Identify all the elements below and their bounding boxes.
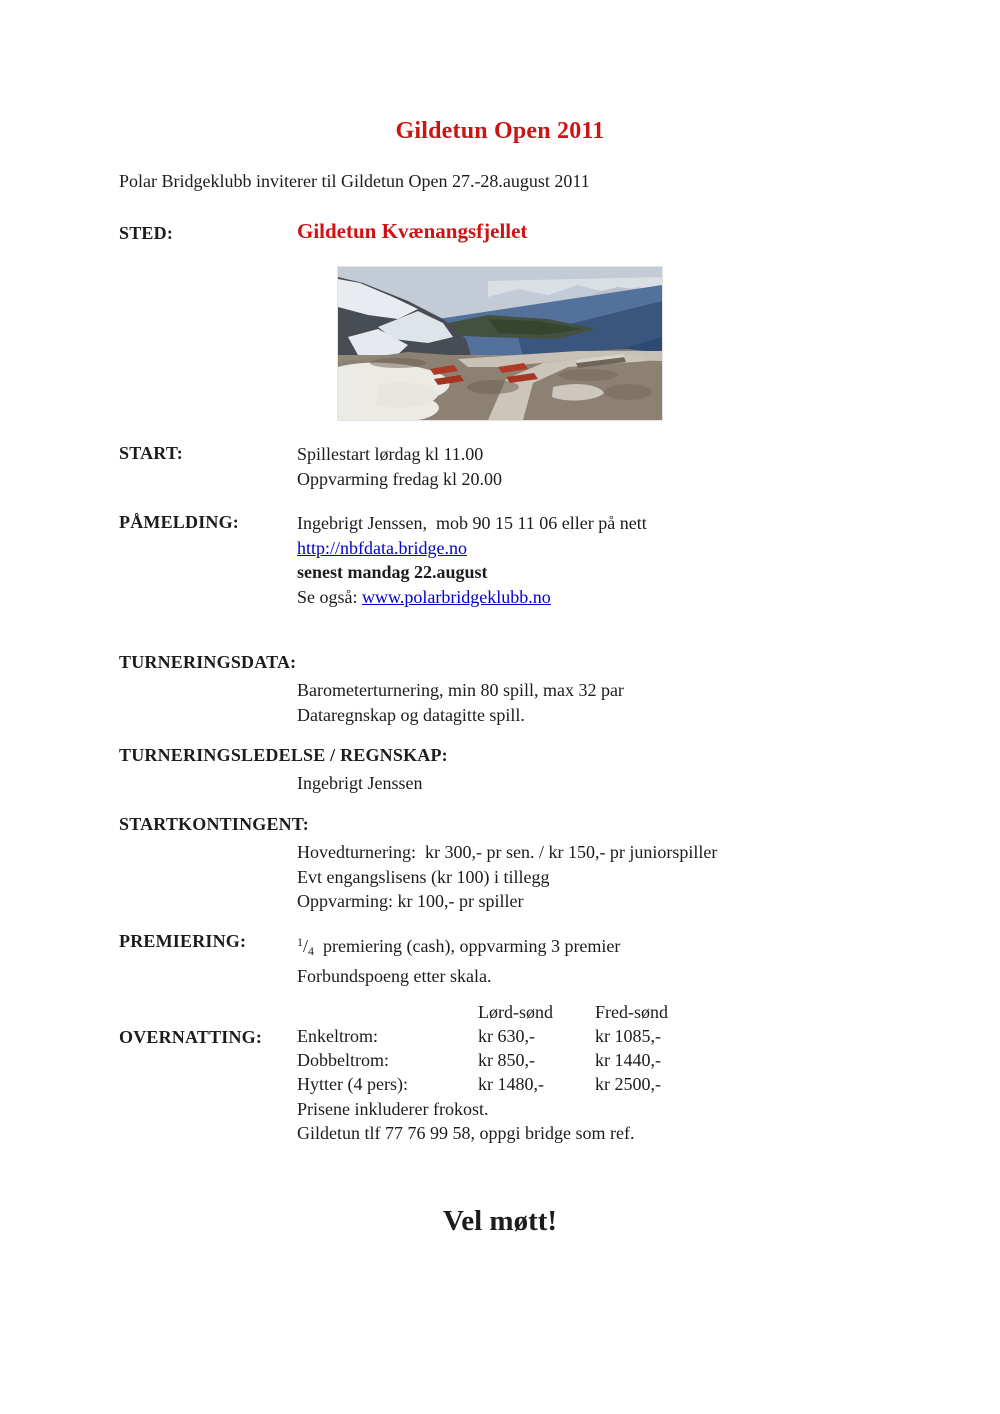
pamelding-contact: Ingebrigt Jenssen, mob 90 15 11 06 eller på nett xyxy=(297,513,647,533)
overnatting-note-breakfast: Prisene inkluderer frokost. xyxy=(297,1099,489,1119)
see-also-line xyxy=(297,585,647,610)
fraction-numerator: 1 xyxy=(297,935,303,949)
startkontingent-line-3: Oppvarming: kr 100,- pr spiller xyxy=(297,891,524,911)
start-line-2: Oppvarming fredag kl 20.00 xyxy=(297,468,502,489)
intro-line: Polar Bridgeklubb inviterer til Gildetun Open 27.-28.august 2011 xyxy=(119,171,590,191)
startkontingent-label: STARTKONTINGENT: xyxy=(119,814,309,834)
turneringsdata-lines xyxy=(297,678,624,727)
turneringsdata-line-1: Barometerturnering, min 80 spill, max 32 par xyxy=(297,680,624,700)
premiering-text: premiering (cash), oppvarming 3 premier xyxy=(314,936,621,956)
room-type: Enkeltrom: xyxy=(297,1026,378,1046)
table-row xyxy=(0,1050,1000,1075)
column-header-fred-sond: Fred-sønd xyxy=(595,1002,668,1022)
sted-value: Gildetun Kvænangsfjellet xyxy=(297,219,528,243)
price-fred-sond: kr 2500,- xyxy=(595,1074,661,1094)
price-lord-sond: kr 850,- xyxy=(478,1050,535,1070)
overnatting-header-row xyxy=(0,1002,1000,1027)
pamelding-label: PÅMELDING: xyxy=(119,512,239,532)
gildetun-landscape-photo xyxy=(338,267,662,420)
ledelse-value: Ingebrigt Jenssen xyxy=(297,773,423,793)
start-label: START: xyxy=(119,443,183,463)
pamelding-deadline: senest mandag 22.august xyxy=(297,562,488,582)
premiering-line-2: Forbundspoeng etter skala. xyxy=(297,965,492,986)
table-row xyxy=(0,1026,1000,1051)
price-fred-sond: kr 1440,- xyxy=(595,1050,661,1070)
fjord-aerial-illustration xyxy=(338,267,662,420)
premiering-line-1 xyxy=(297,930,620,964)
page-title: Gildetun Open 2011 xyxy=(395,118,605,144)
table-row xyxy=(0,1074,1000,1099)
column-header-lord-sond: Lørd-sønd xyxy=(478,1002,553,1022)
premiering-label: PREMIERING: xyxy=(119,931,247,951)
startkontingent-line-2: Evt engangslisens (kr 100) i tillegg xyxy=(297,866,550,887)
price-lord-sond: kr 1480,- xyxy=(478,1074,544,1094)
turneringsdata-line-2: Dataregnskap og datagitte spill. xyxy=(297,704,525,725)
ledelse-label: TURNERINGSLEDELSE / REGNSKAP: xyxy=(119,745,448,765)
overnatting-label: OVERNATTING: xyxy=(119,1027,263,1047)
room-type: Dobbeltrom: xyxy=(297,1050,389,1070)
overnatting-note-phone: Gildetun tlf 77 76 99 58, oppgi bridge som ref. xyxy=(297,1123,635,1143)
fraction-denominator: 4 xyxy=(308,944,315,958)
polarbridgeklubb-link[interactable]: www.polarbridgeklubb.no xyxy=(362,586,551,607)
nbfdata-link[interactable]: http://nbfdata.bridge.no xyxy=(297,537,467,558)
closing-greeting: Vel møtt! xyxy=(442,1205,558,1237)
start-lines xyxy=(297,442,502,491)
startkontingent-line-1: Hovedturnering: kr 300,- pr sen. / kr 150,- pr juniorspiller xyxy=(297,842,718,862)
start-line-1: Spillestart lørdag kl 11.00 xyxy=(297,444,484,464)
fraction-slash: / xyxy=(303,936,309,956)
sted-label: STED: xyxy=(119,223,174,243)
pamelding-lines xyxy=(297,511,647,609)
room-type: Hytter (4 pers): xyxy=(297,1074,408,1094)
startkontingent-lines xyxy=(297,840,717,914)
see-also-prefix: Se også: xyxy=(297,586,362,607)
premiering-lines xyxy=(297,930,620,988)
price-fred-sond: kr 1085,- xyxy=(595,1026,661,1046)
turneringsdata-label: TURNERINGSDATA: xyxy=(119,652,297,672)
price-lord-sond: kr 630,- xyxy=(478,1026,535,1046)
